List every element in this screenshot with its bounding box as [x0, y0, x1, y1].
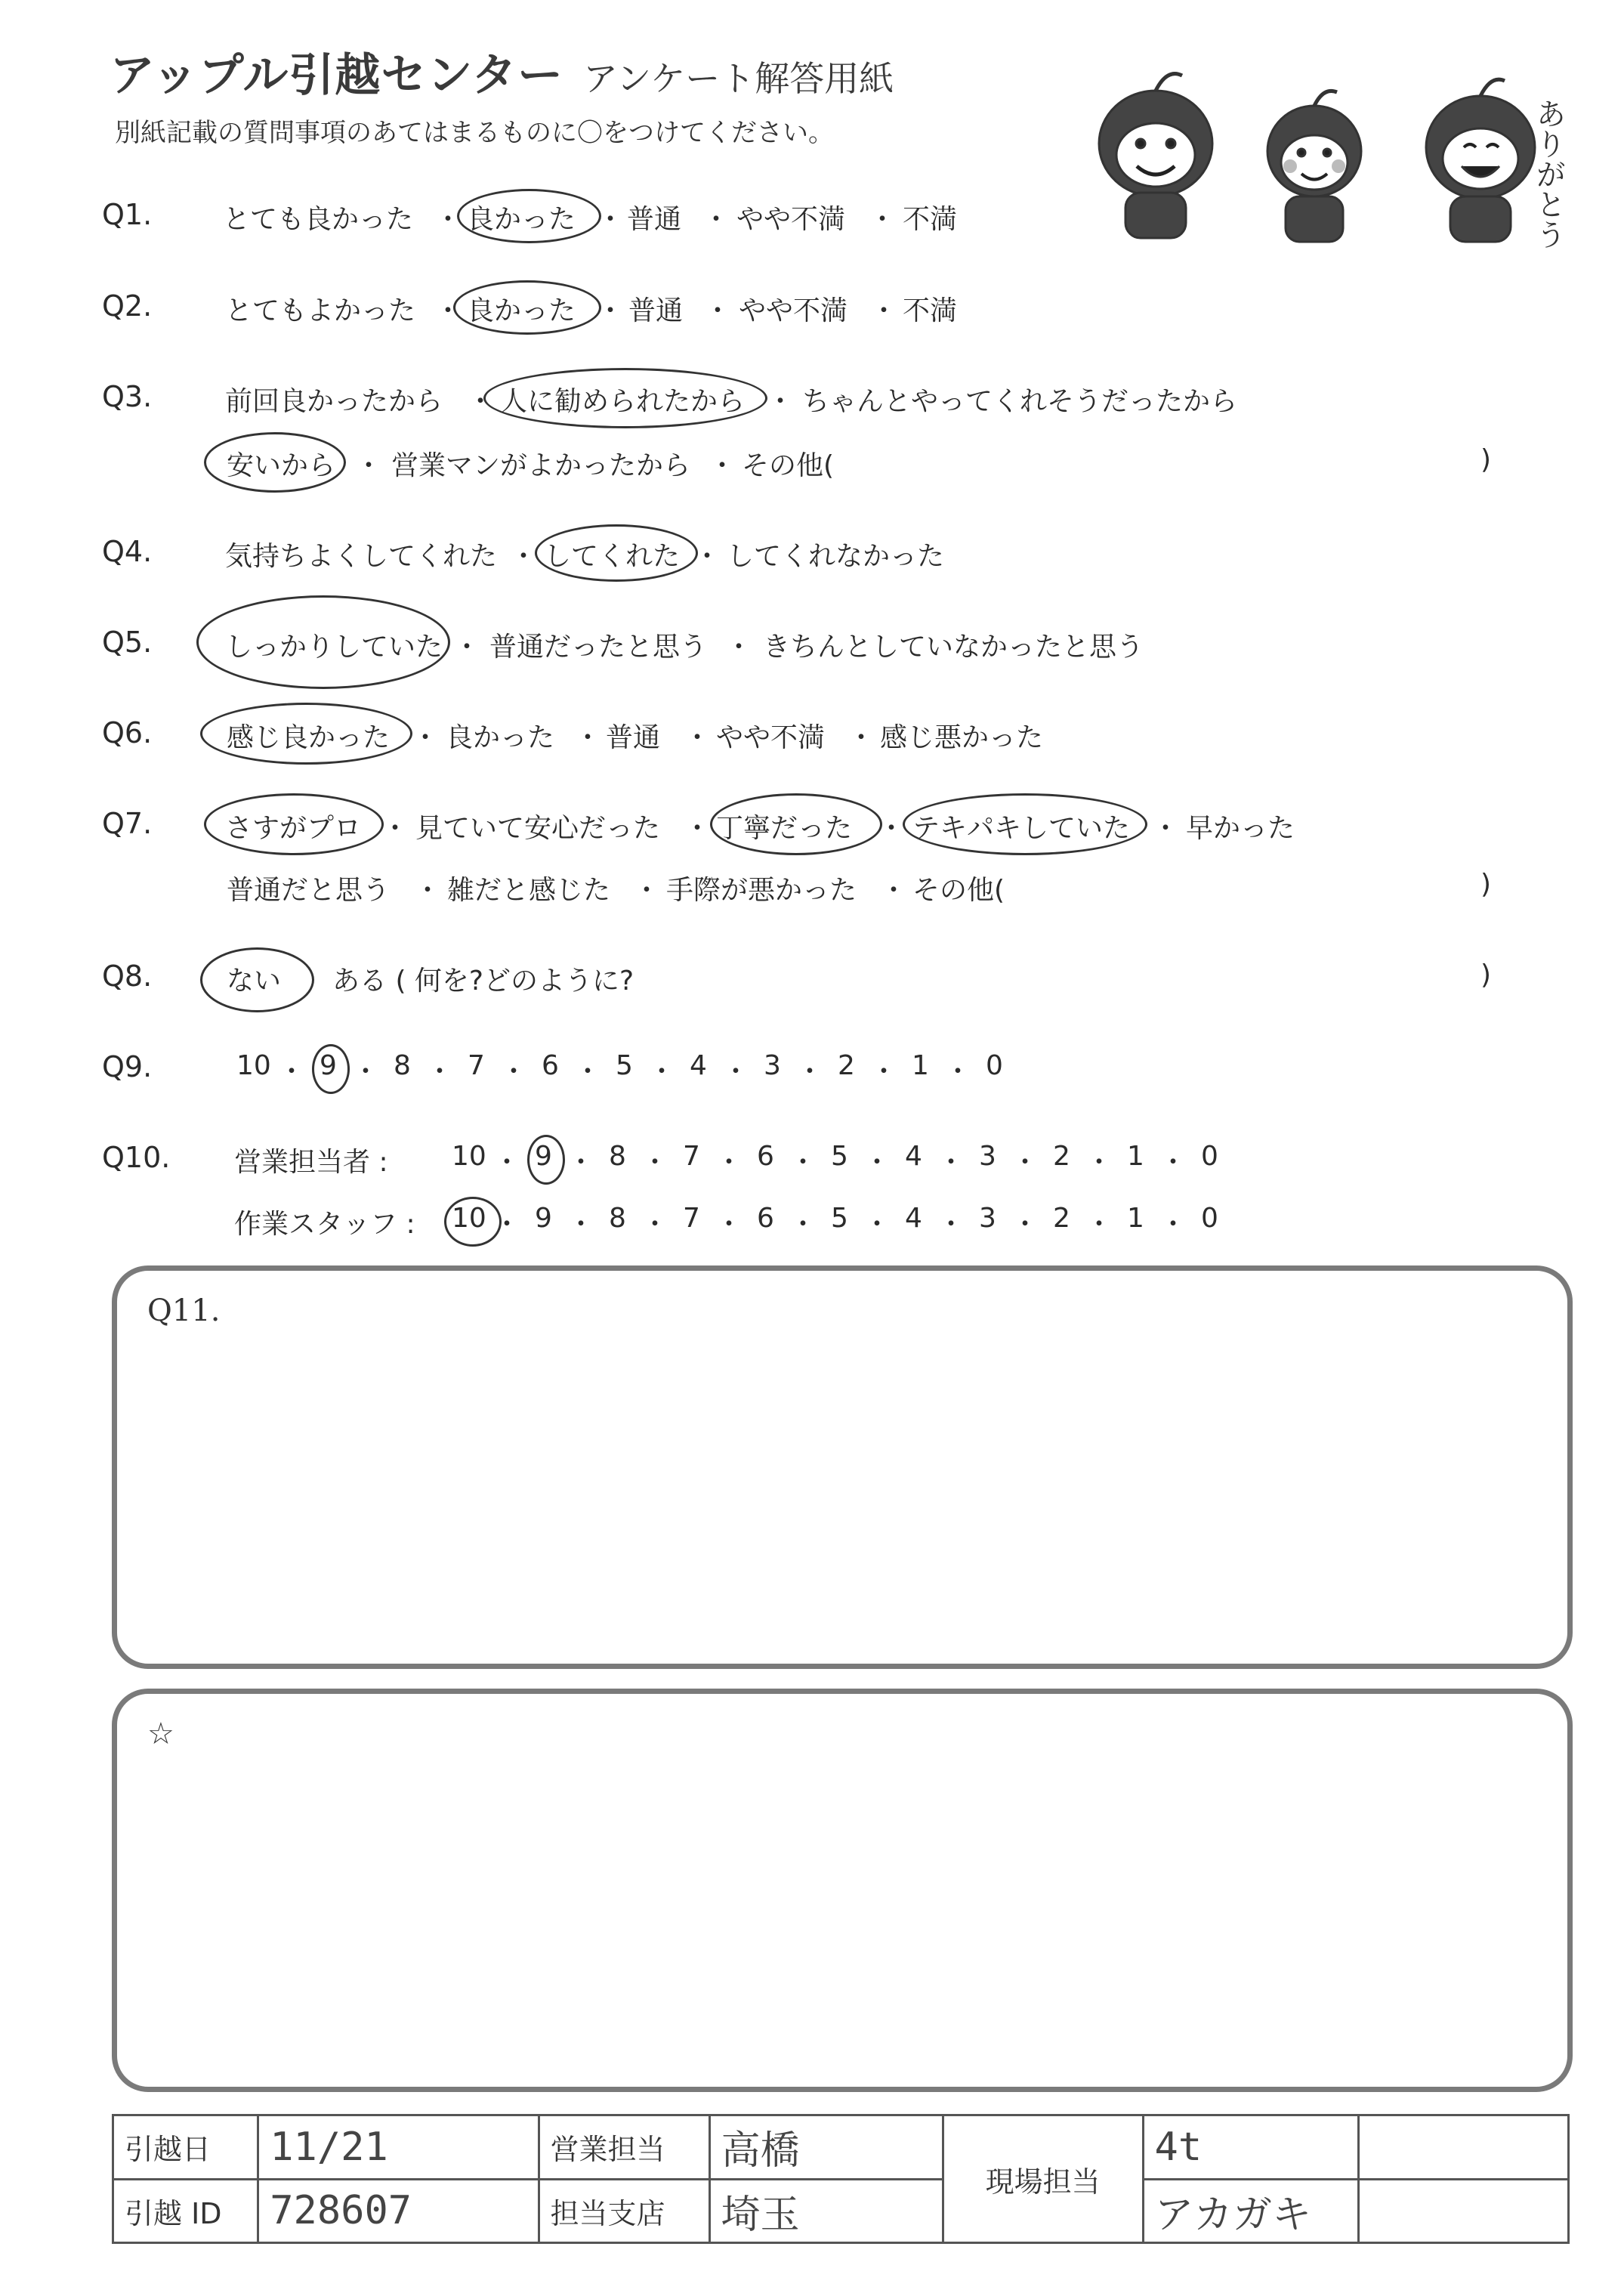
option[interactable]: やや不満 — [739, 295, 848, 326]
rating-value[interactable]: 1 — [912, 1050, 929, 1081]
option[interactable]: とてもよかった — [225, 295, 416, 326]
question-row-q5 — [0, 626, 1624, 671]
option-selected[interactable]: 人に勧められたから — [500, 386, 746, 417]
rating-value[interactable]: 2 — [1053, 1141, 1070, 1172]
rating-value[interactable]: 5 — [831, 1141, 848, 1172]
move-date-value: 11/21 — [258, 2115, 539, 2180]
site-staff-value-1: 4t — [1143, 2115, 1358, 2180]
separator: ・ — [426, 1056, 454, 1087]
separator: ・ — [937, 1209, 965, 1240]
rating-value[interactable]: 4 — [905, 1141, 922, 1172]
option[interactable]: その他( — [912, 875, 1005, 906]
option[interactable]: ちゃんとやってくれそうだったから — [802, 386, 1238, 417]
option[interactable]: 不満 — [903, 295, 958, 326]
separator: ・ — [278, 1056, 306, 1087]
separator: ・ — [709, 450, 736, 481]
rating-value[interactable]: 3 — [979, 1141, 996, 1172]
question-row-q3-line2 — [0, 444, 1624, 490]
separator: ・ — [1011, 1147, 1039, 1178]
option[interactable]: 不満 — [903, 204, 958, 235]
separator: ・ — [767, 386, 795, 417]
rating-value[interactable]: 10 — [236, 1050, 271, 1081]
close-paren: ) — [1480, 960, 1492, 990]
separator: ・ — [641, 1209, 669, 1240]
selection-circle — [200, 947, 314, 1012]
option[interactable]: 前回良かったから — [225, 386, 443, 417]
site-staff-label: 現場担当 — [943, 2115, 1143, 2243]
rating-value[interactable]: 5 — [616, 1050, 633, 1081]
separator: ・ — [702, 204, 730, 235]
question-row-q9 — [0, 1050, 1624, 1096]
separator: ・ — [715, 1147, 743, 1178]
rating-value[interactable]: 8 — [609, 1141, 626, 1172]
rating-value[interactable]: 4 — [905, 1203, 922, 1234]
separator: ・ — [510, 541, 538, 572]
separator: ・ — [648, 1056, 676, 1087]
rating-value[interactable]: 0 — [986, 1050, 1003, 1081]
separator: ・ — [597, 204, 625, 235]
sales-rep-value: 高橋 — [709, 2115, 943, 2180]
rating-value[interactable]: 7 — [683, 1203, 700, 1234]
separator: ・ — [693, 541, 721, 572]
form-subtitle: アンケート解答用紙 — [583, 58, 894, 99]
separator: ・ — [574, 722, 602, 753]
instruction-text: 別紙記載の質問事項のあてはまるものに〇をつけてください。 — [115, 118, 834, 148]
separator: ・ — [789, 1147, 817, 1178]
option[interactable]: 普通だと思う — [227, 875, 391, 906]
empty-cell — [1358, 2115, 1568, 2180]
move-date-label: 引越日 — [113, 2115, 258, 2180]
question-row-q6 — [0, 716, 1624, 762]
separator: ・ — [1159, 1209, 1187, 1240]
option-selected[interactable]: ない — [227, 966, 282, 997]
rating-value[interactable]: 6 — [757, 1141, 774, 1172]
option[interactable]: 早かった — [1186, 813, 1295, 844]
separator: ・ — [381, 813, 409, 844]
question-label: Q3. — [102, 380, 153, 413]
option[interactable]: その他( — [742, 450, 835, 481]
rating-value[interactable]: 4 — [690, 1050, 707, 1081]
staff-rating-label: 作業スタッフ : — [234, 1209, 415, 1240]
rating-value[interactable]: 0 — [1201, 1203, 1218, 1234]
separator: ・ — [1152, 813, 1180, 844]
separator: ・ — [863, 1209, 891, 1240]
option-selected[interactable]: さすがプロ — [225, 813, 362, 844]
separator: ・ — [684, 813, 712, 844]
question-label: Q9. — [102, 1050, 153, 1083]
option[interactable]: してくれなかった — [727, 541, 945, 572]
separator: ・ — [796, 1056, 824, 1087]
separator: ・ — [870, 295, 898, 326]
question-label: Q7. — [102, 807, 153, 840]
separator: ・ — [414, 875, 442, 906]
separator: ・ — [722, 1056, 750, 1087]
separator: ・ — [880, 875, 908, 906]
rating-value[interactable]: 9 — [535, 1203, 552, 1234]
separator: ・ — [1085, 1147, 1113, 1178]
selection-circle — [483, 368, 767, 428]
option-selected[interactable]: 安いから — [227, 450, 336, 481]
question-label: Q5. — [102, 626, 153, 659]
move-id-label: 引越 ID — [113, 2179, 258, 2243]
option[interactable]: 気持ちよくしてくれた — [225, 541, 498, 572]
separator: ・ — [870, 1056, 898, 1087]
option[interactable]: 感じ悪かった — [880, 722, 1044, 753]
rating-value[interactable]: 8 — [394, 1050, 411, 1081]
option[interactable]: 普通 — [628, 295, 684, 326]
question-label: Q8. — [102, 960, 153, 993]
rating-value[interactable]: 1 — [1127, 1141, 1144, 1172]
rating-value[interactable]: 10 — [452, 1141, 486, 1172]
star-icon: ☆ — [147, 1717, 174, 1751]
option[interactable]: やや不満 — [736, 204, 846, 235]
rating-value[interactable]: 1 — [1127, 1203, 1144, 1234]
option-selected[interactable]: 良かった — [467, 295, 576, 326]
rating-value[interactable]: 2 — [1053, 1203, 1070, 1234]
question-row-q10-staff — [0, 1203, 1624, 1248]
empty-cell — [1358, 2179, 1568, 2243]
option[interactable]: ある ( 何を?どのように? — [332, 966, 634, 997]
selection-circle — [204, 432, 346, 493]
separator: ・ — [944, 1056, 972, 1087]
separator: ・ — [355, 450, 383, 481]
separator: ・ — [467, 386, 495, 417]
rating-value[interactable]: 8 — [609, 1203, 626, 1234]
option-selected[interactable]: してくれた — [544, 541, 681, 572]
separator: ・ — [434, 295, 462, 326]
option[interactable]: とても良かった — [223, 204, 414, 235]
selection-circle — [200, 703, 412, 765]
option[interactable]: 普通 — [627, 204, 682, 235]
separator: ・ — [500, 1056, 528, 1087]
option[interactable]: 営業マンがよかったから — [391, 450, 691, 481]
sales-rating-label: 営業担当者 : — [234, 1147, 388, 1178]
separator: ・ — [493, 1209, 521, 1240]
separator: ・ — [574, 1056, 602, 1087]
comment-box-label: Q11. — [147, 1293, 221, 1328]
separator: ・ — [937, 1147, 965, 1178]
selection-circle — [535, 524, 698, 582]
rating-value[interactable]: 7 — [468, 1050, 485, 1081]
question-row-q10 — [0, 1141, 1624, 1186]
site-staff-value-2: アカガキ — [1143, 2179, 1358, 2243]
rating-value[interactable]: 2 — [838, 1050, 855, 1081]
selection-circle — [453, 280, 601, 335]
option-selected[interactable]: テキパキしていた — [912, 813, 1131, 844]
rating-value[interactable]: 7 — [683, 1141, 700, 1172]
selection-circle — [204, 793, 384, 855]
option-selected[interactable]: 感じ良かった — [227, 722, 391, 753]
option[interactable]: 雑だと感じた — [447, 875, 611, 906]
form-title — [110, 39, 894, 104]
question-row-q8 — [0, 960, 1624, 1005]
selection-circle — [312, 1044, 350, 1094]
selection-circle — [196, 595, 450, 689]
question-label: Q6. — [102, 716, 153, 749]
separator: ・ — [434, 204, 462, 235]
separator: ・ — [641, 1147, 669, 1178]
question-row-q4 — [0, 535, 1624, 580]
rating-value[interactable]: 5 — [831, 1203, 848, 1234]
option[interactable]: 普通 — [606, 722, 661, 753]
rating-value-selected[interactable]: 9 — [535, 1141, 552, 1172]
separator: ・ — [715, 1209, 743, 1240]
separator: ・ — [597, 295, 625, 326]
move-info-table — [112, 2114, 1570, 2244]
option-selected[interactable]: しっかりしていた — [225, 632, 443, 663]
option-selected[interactable]: 良かった — [467, 204, 576, 235]
rating-value-selected[interactable]: 9 — [320, 1050, 337, 1081]
separator: ・ — [725, 632, 753, 663]
question-label: Q4. — [102, 535, 153, 568]
question-label: Q1. — [102, 198, 153, 231]
separator: ・ — [567, 1209, 595, 1240]
separator: ・ — [412, 722, 440, 753]
comment-box-star[interactable] — [112, 1689, 1573, 2092]
separator: ・ — [352, 1056, 380, 1087]
selection-circle — [903, 793, 1147, 855]
option[interactable]: きちんとしていなかったと思う — [763, 632, 1144, 663]
rating-value[interactable]: 3 — [979, 1203, 996, 1234]
selection-circle — [457, 189, 601, 243]
rating-value[interactable]: 6 — [542, 1050, 559, 1081]
separator: ・ — [789, 1209, 817, 1240]
separator: ・ — [1085, 1209, 1113, 1240]
separator: ・ — [567, 1147, 595, 1178]
separator: ・ — [863, 1147, 891, 1178]
separator: ・ — [493, 1147, 521, 1178]
option[interactable]: 見ていて安心だった — [415, 813, 661, 844]
question-row-q3 — [0, 380, 1624, 425]
question-row-q7 — [0, 807, 1624, 852]
option[interactable]: やや不満 — [716, 722, 826, 753]
rating-value-selected[interactable]: 10 — [452, 1203, 486, 1234]
move-id-value: 728607 — [258, 2179, 539, 2243]
option[interactable]: 良かった — [446, 722, 555, 753]
comment-box-q11[interactable] — [112, 1265, 1573, 1669]
rating-value[interactable]: 0 — [1201, 1141, 1218, 1172]
rating-value[interactable]: 3 — [764, 1050, 781, 1081]
rating-value[interactable]: 6 — [757, 1203, 774, 1234]
question-label: Q10. — [102, 1141, 171, 1174]
option-selected[interactable]: 丁寧だった — [716, 813, 853, 844]
separator: ・ — [633, 875, 661, 906]
separator: ・ — [684, 722, 712, 753]
question-row-q2 — [0, 289, 1624, 335]
separator: ・ — [1159, 1147, 1187, 1178]
separator: ・ — [848, 722, 875, 753]
sales-rep-label: 営業担当 — [539, 2115, 709, 2180]
selection-circle — [710, 793, 882, 855]
option[interactable]: 普通だったと思う — [489, 632, 708, 663]
thanks-text: ありがとう — [1531, 98, 1566, 249]
question-row-q7-line2 — [0, 869, 1624, 914]
option[interactable]: 手際が悪かった — [666, 875, 857, 906]
selection-circle — [527, 1135, 565, 1185]
separator: ・ — [704, 295, 732, 326]
separator: ・ — [453, 632, 481, 663]
separator: ・ — [869, 204, 897, 235]
separator: ・ — [1011, 1209, 1039, 1240]
question-row-q1 — [0, 198, 1624, 243]
branch-label: 担当支店 — [539, 2179, 709, 2243]
separator: ・ — [878, 813, 906, 844]
close-paren: ) — [1480, 869, 1492, 900]
branch-value: 埼玉 — [709, 2179, 943, 2243]
question-label: Q2. — [102, 289, 153, 323]
close-paren: ) — [1480, 444, 1492, 475]
company-name: アップル引越センター — [110, 49, 563, 102]
